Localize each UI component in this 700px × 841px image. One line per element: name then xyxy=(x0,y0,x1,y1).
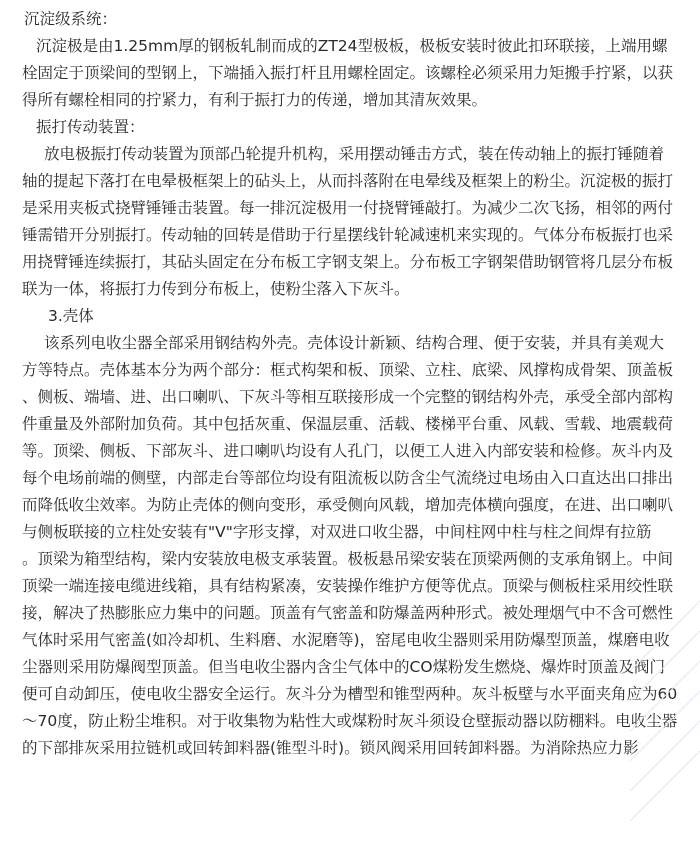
paragraph-line: 而降低收尘效率。为防止壳体的侧向变形，承受侧向风载，增加壳体横向强度，在进、出口喇叭 xyxy=(22,496,674,514)
paragraph-line: 放电极振打传动装置为顶部凸轮提升机构，采用摆动锤击方式，装在传动轴上的振打锤随着 xyxy=(44,145,665,163)
section-heading: 沉淀级系统： xyxy=(24,10,118,28)
paragraph-line: 该系列电收尘器全部采用钢结构外壳。壳体设计新颖、结构合理、便于安装，并具有美观大 xyxy=(44,334,665,352)
paragraph-line: 得所有螺栓相同的拧紧力，有利于振打力的传递，增加其清灰效果。 xyxy=(22,91,488,109)
paragraph-line: 顶梁一端连接电缆进线箱，具有结构紧凑，安装操作维护方便等优点。顶梁与侧板柱采用绞性联 xyxy=(22,577,674,595)
section-heading: 振打传动装置： xyxy=(36,118,145,136)
section-heading: 3.壳体 xyxy=(48,307,94,325)
paragraph-line: 锤需错开分别振打。传动轴的回转是借助于行星摆线针轮减速机来实现的。气体分布板振打也采 xyxy=(22,226,674,244)
paragraph-line: 气体时采用气密盖(如冷却机、生料磨、水泥磨等)，窑尾电收尘器则采用防爆型顶盖，煤磨电收 xyxy=(22,631,670,649)
paragraph-line: 等。顶梁、侧板、下部灰斗、进口喇叭均设有人孔门，以便工人进入内部安装和检修。灰斗内及 xyxy=(22,442,674,460)
paragraph xyxy=(22,330,678,762)
paragraph xyxy=(22,141,678,303)
paragraph-line: 与侧板联接的立柱处安装有"V"字形支撑，对双进口收尘器，中间柱网中柱与柱之间焊有拉筋 xyxy=(22,523,652,541)
paragraph-line: 沉淀极是由1.25mm厚的钢板轧制而成的ZT24型极板，极板安装时彼此扣环联接，上端用螺 xyxy=(36,37,668,55)
paragraph-line: 用挠臂锤连续振打，其砧头固定在分布板工字钢支架上。分布板工字钢架借助钢管将几层分布板 xyxy=(22,253,674,271)
paragraph-line: 方等特点。壳体基本分为两个部分：框式构架和板、顶梁、立柱、底梁、风撑构成骨架、顶盖板 xyxy=(22,361,674,379)
paragraph-line: 轴的提起下落打在电晕极框架上的砧头上，从而抖落附在电晕线及框架上的粉尘。沉淀极的振打 xyxy=(22,172,674,190)
paragraph-line: 联为一体，将振打力传到分布板上，使粉尘落入下灰斗。 xyxy=(22,280,410,298)
paragraph-line: 栓固定于顶梁间的型钢上，下端插入振打杆且用螺栓固定。该螺栓必须采用力矩搬手拧紧，以获 xyxy=(22,64,674,82)
paragraph xyxy=(22,33,678,114)
paragraph-line: 便可自动卸压，使电收尘器安全运行。灰斗分为槽型和锥型两种。灰斗板壁与水平面夹角应为60 xyxy=(22,685,678,703)
paragraph-line: 、侧板、端墙、进、出口喇叭、下灰斗等相互联接形成一个完整的钢结构外壳，承受全部内部构 xyxy=(22,388,674,406)
paragraph-line: ～70度，防止粉尘堆积。对于收集物为粘性大或煤粉时灰斗须设仓壁振动器以防棚料。电收尘器 xyxy=(22,712,678,730)
paragraph-line: 接，解决了热膨胀应力集中的问题。顶盖有气密盖和防爆盖两种形式。被处理烟气中不含可燃性 xyxy=(22,604,674,622)
paragraph-line: 件重量及外部附加负荷。其中包括灰重、保温层重、活载、楼梯平台重、风载、雪载、地震载荷 xyxy=(22,415,674,433)
paragraph-line: 是采用夹板式挠臂锤锤击装置。每一排沉淀极用一付挠臂锤敲打。为减少二次飞扬，相邻的两付 xyxy=(22,199,674,217)
paragraph-line: 的下部排灰采用拉链机或回转卸料器(锥型斗时)。锁风阀采用回转卸料器。为消除热应力影 xyxy=(22,739,639,757)
paragraph-line: 。顶梁为箱型结构，梁内安装放电极支承装置。极板悬吊梁安装在顶梁两侧的支承角钢上。中间 xyxy=(22,550,674,568)
paragraph-line: 每个电场前端的侧壁，内部走台等部位均设有阻流板以防含尘气流绕过电场由入口直达出口排出 xyxy=(22,469,674,487)
paragraph-line: 尘器则采用防爆阀型顶盖。但当电收尘器内含尘气体中的CO煤粉发生燃烧、爆炸时顶盖及阀门 xyxy=(22,658,666,676)
